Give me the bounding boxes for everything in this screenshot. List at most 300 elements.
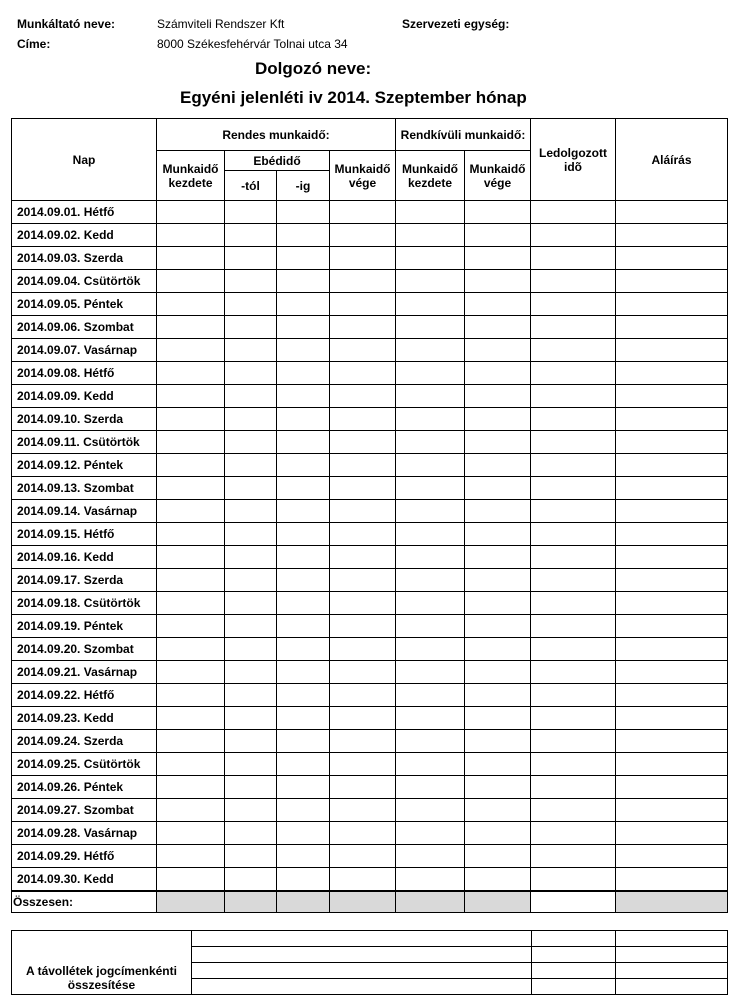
entry-cell[interactable] xyxy=(330,247,396,270)
entry-cell[interactable] xyxy=(277,868,330,891)
entry-cell[interactable] xyxy=(330,523,396,546)
entry-cell[interactable] xyxy=(277,546,330,569)
day-cell: 2014.09.13. Szombat xyxy=(12,477,157,500)
entry-cell[interactable] xyxy=(531,500,616,523)
entry-cell[interactable] xyxy=(616,730,728,753)
entry-cell[interactable] xyxy=(531,592,616,615)
day-cell: 2014.09.22. Hétfő xyxy=(12,684,157,707)
day-cell: 2014.09.25. Csütörtök xyxy=(12,753,157,776)
total-cell[interactable] xyxy=(157,891,225,913)
entry-cell[interactable] xyxy=(396,799,465,822)
entry-cell[interactable] xyxy=(330,753,396,776)
entry-cell[interactable] xyxy=(616,454,728,477)
entry-cell[interactable] xyxy=(616,684,728,707)
entry-cell[interactable] xyxy=(616,799,728,822)
entry-cell[interactable] xyxy=(396,546,465,569)
table-row xyxy=(12,454,728,477)
entry-cell[interactable] xyxy=(465,661,531,684)
entry-cell[interactable] xyxy=(277,201,330,224)
entry-cell[interactable] xyxy=(277,753,330,776)
entry-cell[interactable] xyxy=(531,270,616,293)
attendance-table xyxy=(11,118,728,913)
entry-cell[interactable] xyxy=(277,270,330,293)
entry-cell[interactable] xyxy=(396,707,465,730)
entry-cell[interactable] xyxy=(531,477,616,500)
entry-cell[interactable] xyxy=(396,224,465,247)
entry-cell[interactable] xyxy=(465,247,531,270)
entry-cell[interactable] xyxy=(465,753,531,776)
entry-cell[interactable] xyxy=(396,431,465,454)
entry-cell[interactable] xyxy=(277,822,330,845)
day-cell: 2014.09.15. Hétfő xyxy=(12,523,157,546)
entry-cell[interactable] xyxy=(277,776,330,799)
entry-cell[interactable] xyxy=(531,224,616,247)
entry-cell[interactable] xyxy=(330,638,396,661)
entry-cell[interactable] xyxy=(225,799,277,822)
entry-cell[interactable] xyxy=(531,868,616,891)
lunch-header: Ebédidő xyxy=(225,151,330,171)
entry-cell[interactable] xyxy=(396,362,465,385)
unit-label: Szervezeti egység: xyxy=(402,17,510,31)
entry-cell[interactable] xyxy=(396,408,465,431)
entry-cell[interactable] xyxy=(396,201,465,224)
entry-cell[interactable] xyxy=(157,201,225,224)
entry-cell[interactable] xyxy=(465,684,531,707)
table-row xyxy=(12,592,728,615)
entry-cell[interactable] xyxy=(531,638,616,661)
entry-cell[interactable] xyxy=(465,730,531,753)
entry-cell[interactable] xyxy=(531,799,616,822)
entry-cell[interactable] xyxy=(396,730,465,753)
entry-cell[interactable] xyxy=(330,408,396,431)
entry-cell[interactable] xyxy=(616,776,728,799)
table-row xyxy=(12,707,728,730)
entry-cell[interactable] xyxy=(330,477,396,500)
entry-cell[interactable] xyxy=(465,477,531,500)
entry-cell[interactable] xyxy=(396,592,465,615)
entry-cell[interactable] xyxy=(330,615,396,638)
entry-cell[interactable] xyxy=(277,799,330,822)
absence-cell[interactable] xyxy=(532,947,616,963)
entry-cell[interactable] xyxy=(616,661,728,684)
day-cell: 2014.09.16. Kedd xyxy=(12,546,157,569)
table-row xyxy=(12,270,728,293)
entry-cell[interactable] xyxy=(157,569,225,592)
entry-cell[interactable] xyxy=(616,845,728,868)
entry-cell[interactable] xyxy=(330,661,396,684)
entry-cell[interactable] xyxy=(330,293,396,316)
entry-cell[interactable] xyxy=(531,247,616,270)
entry-cell[interactable] xyxy=(330,385,396,408)
entry-cell[interactable] xyxy=(157,316,225,339)
entry-cell[interactable] xyxy=(465,431,531,454)
entry-cell[interactable] xyxy=(277,477,330,500)
day-cell: 2014.09.02. Kedd xyxy=(12,224,157,247)
entry-cell[interactable] xyxy=(616,224,728,247)
entry-cell[interactable] xyxy=(157,224,225,247)
entry-cell[interactable] xyxy=(531,753,616,776)
entry-cell[interactable] xyxy=(277,592,330,615)
entry-cell[interactable] xyxy=(616,569,728,592)
day-cell: 2014.09.20. Szombat xyxy=(12,638,157,661)
entry-cell[interactable] xyxy=(531,316,616,339)
entry-cell[interactable] xyxy=(157,592,225,615)
table-row xyxy=(12,546,728,569)
entry-cell[interactable] xyxy=(465,362,531,385)
entry-cell[interactable] xyxy=(531,546,616,569)
end-header: Munkaidő vége xyxy=(330,151,396,201)
entry-cell[interactable] xyxy=(225,224,277,247)
entry-cell[interactable] xyxy=(531,569,616,592)
entry-cell[interactable] xyxy=(531,776,616,799)
entry-cell[interactable] xyxy=(157,799,225,822)
entry-cell[interactable] xyxy=(225,776,277,799)
entry-cell[interactable] xyxy=(277,730,330,753)
table-row xyxy=(12,477,728,500)
entry-cell[interactable] xyxy=(465,822,531,845)
entry-cell[interactable] xyxy=(465,592,531,615)
entry-cell[interactable] xyxy=(616,615,728,638)
entry-cell[interactable] xyxy=(616,592,728,615)
absence-cell[interactable] xyxy=(192,963,532,979)
entry-cell[interactable] xyxy=(157,293,225,316)
table-row xyxy=(12,362,728,385)
entry-cell[interactable] xyxy=(330,339,396,362)
extra-end-header: Munkaidő vége xyxy=(465,151,531,201)
table-row xyxy=(12,201,728,224)
entry-cell[interactable] xyxy=(277,500,330,523)
entry-cell[interactable] xyxy=(396,776,465,799)
day-cell: 2014.09.09. Kedd xyxy=(12,385,157,408)
day-cell: 2014.09.27. Szombat xyxy=(12,799,157,822)
employer-label: Munkáltató neve: xyxy=(17,17,116,31)
table-row xyxy=(12,822,728,845)
entry-cell[interactable] xyxy=(330,569,396,592)
entry-cell[interactable] xyxy=(157,362,225,385)
entry-cell[interactable] xyxy=(330,730,396,753)
entry-cell[interactable] xyxy=(157,431,225,454)
entry-cell[interactable] xyxy=(531,362,616,385)
entry-cell[interactable] xyxy=(157,339,225,362)
entry-cell[interactable] xyxy=(225,615,277,638)
entry-cell[interactable] xyxy=(157,385,225,408)
day-cell: 2014.09.03. Szerda xyxy=(12,247,157,270)
entry-cell[interactable] xyxy=(157,270,225,293)
absence-cell[interactable] xyxy=(616,947,728,963)
entry-cell[interactable] xyxy=(157,822,225,845)
entry-cell[interactable] xyxy=(277,316,330,339)
entry-cell[interactable] xyxy=(225,270,277,293)
entry-cell[interactable] xyxy=(465,546,531,569)
entry-cell[interactable] xyxy=(616,201,728,224)
entry-cell[interactable] xyxy=(157,477,225,500)
entry-cell[interactable] xyxy=(531,822,616,845)
entry-cell[interactable] xyxy=(277,454,330,477)
absence-cell[interactable] xyxy=(616,963,728,979)
entry-cell[interactable] xyxy=(531,201,616,224)
entry-cell[interactable] xyxy=(616,638,728,661)
entry-cell[interactable] xyxy=(465,293,531,316)
entry-cell[interactable] xyxy=(465,316,531,339)
entry-cell[interactable] xyxy=(225,408,277,431)
entry-cell[interactable] xyxy=(225,845,277,868)
entry-cell[interactable] xyxy=(157,730,225,753)
entry-cell[interactable] xyxy=(330,224,396,247)
day-cell: 2014.09.08. Hétfő xyxy=(12,362,157,385)
entry-cell[interactable] xyxy=(531,339,616,362)
entry-cell[interactable] xyxy=(277,293,330,316)
entry-cell[interactable] xyxy=(277,385,330,408)
entry-cell[interactable] xyxy=(616,270,728,293)
entry-cell[interactable] xyxy=(616,339,728,362)
entry-cell[interactable] xyxy=(531,730,616,753)
entry-cell[interactable] xyxy=(616,293,728,316)
entry-cell[interactable] xyxy=(277,408,330,431)
address-label: Címe: xyxy=(17,37,51,51)
table-row xyxy=(12,408,728,431)
entry-cell[interactable] xyxy=(277,661,330,684)
day-cell: 2014.09.24. Szerda xyxy=(12,730,157,753)
entry-cell[interactable] xyxy=(277,569,330,592)
entry-cell[interactable] xyxy=(277,615,330,638)
entry-cell[interactable] xyxy=(277,684,330,707)
entry-cell[interactable] xyxy=(157,500,225,523)
entry-cell[interactable] xyxy=(225,201,277,224)
entry-cell[interactable] xyxy=(157,684,225,707)
entry-cell[interactable] xyxy=(396,454,465,477)
entry-cell[interactable] xyxy=(396,638,465,661)
day-cell: 2014.09.21. Vasárnap xyxy=(12,661,157,684)
entry-cell[interactable] xyxy=(225,592,277,615)
entry-cell[interactable] xyxy=(277,523,330,546)
day-cell: 2014.09.30. Kedd xyxy=(12,868,157,891)
entry-cell[interactable] xyxy=(531,684,616,707)
entry-cell[interactable] xyxy=(531,454,616,477)
entry-cell[interactable] xyxy=(465,569,531,592)
entry-cell[interactable] xyxy=(396,339,465,362)
entry-cell[interactable] xyxy=(531,661,616,684)
total-cell[interactable] xyxy=(330,891,396,913)
entry-cell[interactable] xyxy=(330,431,396,454)
entry-cell[interactable] xyxy=(531,845,616,868)
day-cell: 2014.09.18. Csütörtök xyxy=(12,592,157,615)
day-cell: 2014.09.28. Vasárnap xyxy=(12,822,157,845)
entry-cell[interactable] xyxy=(531,523,616,546)
entry-cell[interactable] xyxy=(225,247,277,270)
entry-cell[interactable] xyxy=(225,339,277,362)
entry-cell[interactable] xyxy=(157,454,225,477)
total-cell[interactable] xyxy=(616,891,728,913)
table-row xyxy=(12,339,728,362)
entry-cell[interactable] xyxy=(330,684,396,707)
entry-cell[interactable] xyxy=(616,431,728,454)
entry-cell[interactable] xyxy=(616,546,728,569)
entry-cell[interactable] xyxy=(330,707,396,730)
entry-cell[interactable] xyxy=(531,385,616,408)
entry-cell[interactable] xyxy=(396,822,465,845)
entry-cell[interactable] xyxy=(157,661,225,684)
entry-cell[interactable] xyxy=(396,569,465,592)
entry-cell[interactable] xyxy=(531,431,616,454)
total-cell[interactable] xyxy=(277,891,330,913)
entry-cell[interactable] xyxy=(330,500,396,523)
entry-cell[interactable] xyxy=(465,270,531,293)
entry-cell[interactable] xyxy=(157,868,225,891)
entry-cell[interactable] xyxy=(157,845,225,868)
entry-cell[interactable] xyxy=(616,822,728,845)
entry-cell[interactable] xyxy=(225,661,277,684)
entry-cell[interactable] xyxy=(330,546,396,569)
entry-cell[interactable] xyxy=(616,316,728,339)
entry-cell[interactable] xyxy=(277,362,330,385)
entry-cell[interactable] xyxy=(465,454,531,477)
entry-cell[interactable] xyxy=(225,569,277,592)
entry-cell[interactable] xyxy=(225,431,277,454)
entry-cell[interactable] xyxy=(225,638,277,661)
entry-cell[interactable] xyxy=(465,707,531,730)
entry-cell[interactable] xyxy=(225,500,277,523)
entry-cell[interactable] xyxy=(157,247,225,270)
total-cell[interactable] xyxy=(396,891,465,913)
entry-cell[interactable] xyxy=(277,224,330,247)
entry-cell[interactable] xyxy=(396,477,465,500)
entry-cell[interactable] xyxy=(157,776,225,799)
entry-cell[interactable] xyxy=(616,707,728,730)
entry-cell[interactable] xyxy=(396,661,465,684)
entry-cell[interactable] xyxy=(330,592,396,615)
entry-cell[interactable] xyxy=(396,753,465,776)
entry-cell[interactable] xyxy=(277,638,330,661)
entry-cell[interactable] xyxy=(225,868,277,891)
entry-cell[interactable] xyxy=(616,247,728,270)
table-row xyxy=(12,799,728,822)
entry-cell[interactable] xyxy=(465,523,531,546)
entry-cell[interactable] xyxy=(330,362,396,385)
entry-cell[interactable] xyxy=(225,753,277,776)
entry-cell[interactable] xyxy=(465,408,531,431)
entry-cell[interactable] xyxy=(616,477,728,500)
entry-cell[interactable] xyxy=(277,339,330,362)
entry-cell[interactable] xyxy=(396,615,465,638)
entry-cell[interactable] xyxy=(157,753,225,776)
entry-cell[interactable] xyxy=(531,707,616,730)
entry-cell[interactable] xyxy=(616,500,728,523)
entry-cell[interactable] xyxy=(330,201,396,224)
entry-cell[interactable] xyxy=(277,707,330,730)
entry-cell[interactable] xyxy=(465,845,531,868)
absence-cell[interactable] xyxy=(616,931,728,947)
entry-cell[interactable] xyxy=(531,293,616,316)
entry-cell[interactable] xyxy=(465,638,531,661)
entry-cell[interactable] xyxy=(616,385,728,408)
entry-cell[interactable] xyxy=(396,385,465,408)
entry-cell[interactable] xyxy=(616,408,728,431)
absence-cell[interactable] xyxy=(192,947,532,963)
entry-cell[interactable] xyxy=(225,523,277,546)
entry-cell[interactable] xyxy=(465,868,531,891)
col-day-header: Nap xyxy=(12,119,157,201)
table-row xyxy=(12,845,728,868)
entry-cell[interactable] xyxy=(616,868,728,891)
entry-cell[interactable] xyxy=(157,638,225,661)
entry-cell[interactable] xyxy=(531,408,616,431)
entry-cell[interactable] xyxy=(277,845,330,868)
entry-cell[interactable] xyxy=(225,684,277,707)
entry-cell[interactable] xyxy=(330,822,396,845)
total-cell[interactable] xyxy=(465,891,531,913)
table-row xyxy=(12,638,728,661)
entry-cell[interactable] xyxy=(157,615,225,638)
entry-cell[interactable] xyxy=(396,868,465,891)
entry-cell[interactable] xyxy=(225,385,277,408)
entry-cell[interactable] xyxy=(157,408,225,431)
entry-cell[interactable] xyxy=(225,730,277,753)
entry-cell[interactable] xyxy=(225,477,277,500)
entry-cell[interactable] xyxy=(465,385,531,408)
entry-cell[interactable] xyxy=(396,500,465,523)
entry-cell[interactable] xyxy=(157,546,225,569)
entry-cell[interactable] xyxy=(616,753,728,776)
entry-cell[interactable] xyxy=(225,362,277,385)
entry-cell[interactable] xyxy=(465,201,531,224)
entry-cell[interactable] xyxy=(157,523,225,546)
absence-cell[interactable] xyxy=(532,931,616,947)
entry-cell[interactable] xyxy=(465,339,531,362)
entry-cell[interactable] xyxy=(330,799,396,822)
table-row xyxy=(12,431,728,454)
absence-cell[interactable] xyxy=(192,931,532,947)
entry-cell[interactable] xyxy=(396,523,465,546)
entry-cell[interactable] xyxy=(531,615,616,638)
entry-cell[interactable] xyxy=(330,270,396,293)
entry-cell[interactable] xyxy=(396,316,465,339)
entry-cell[interactable] xyxy=(396,684,465,707)
entry-cell[interactable] xyxy=(465,224,531,247)
entry-cell[interactable] xyxy=(157,707,225,730)
entry-cell[interactable] xyxy=(225,316,277,339)
total-cell[interactable] xyxy=(225,891,277,913)
entry-cell[interactable] xyxy=(396,293,465,316)
entry-cell[interactable] xyxy=(330,868,396,891)
entry-cell[interactable] xyxy=(330,845,396,868)
entry-cell[interactable] xyxy=(277,247,330,270)
entry-cell[interactable] xyxy=(225,546,277,569)
entry-cell[interactable] xyxy=(225,454,277,477)
entry-cell[interactable] xyxy=(465,799,531,822)
table-row xyxy=(12,316,728,339)
entry-cell[interactable] xyxy=(616,523,728,546)
absence-cell[interactable] xyxy=(532,963,616,979)
table-row xyxy=(12,247,728,270)
entry-cell[interactable] xyxy=(330,454,396,477)
entry-cell[interactable] xyxy=(396,845,465,868)
entry-cell[interactable] xyxy=(277,431,330,454)
entry-cell[interactable] xyxy=(225,293,277,316)
entry-cell[interactable] xyxy=(396,270,465,293)
table-row xyxy=(12,293,728,316)
entry-cell[interactable] xyxy=(330,776,396,799)
entry-cell[interactable] xyxy=(616,362,728,385)
entry-cell[interactable] xyxy=(465,500,531,523)
day-cell: 2014.09.14. Vasárnap xyxy=(12,500,157,523)
entry-cell[interactable] xyxy=(225,822,277,845)
entry-cell[interactable] xyxy=(465,776,531,799)
entry-cell[interactable] xyxy=(465,615,531,638)
entry-cell[interactable] xyxy=(225,707,277,730)
entry-cell[interactable] xyxy=(396,247,465,270)
total-cell[interactable] xyxy=(531,891,616,913)
entry-cell[interactable] xyxy=(330,316,396,339)
